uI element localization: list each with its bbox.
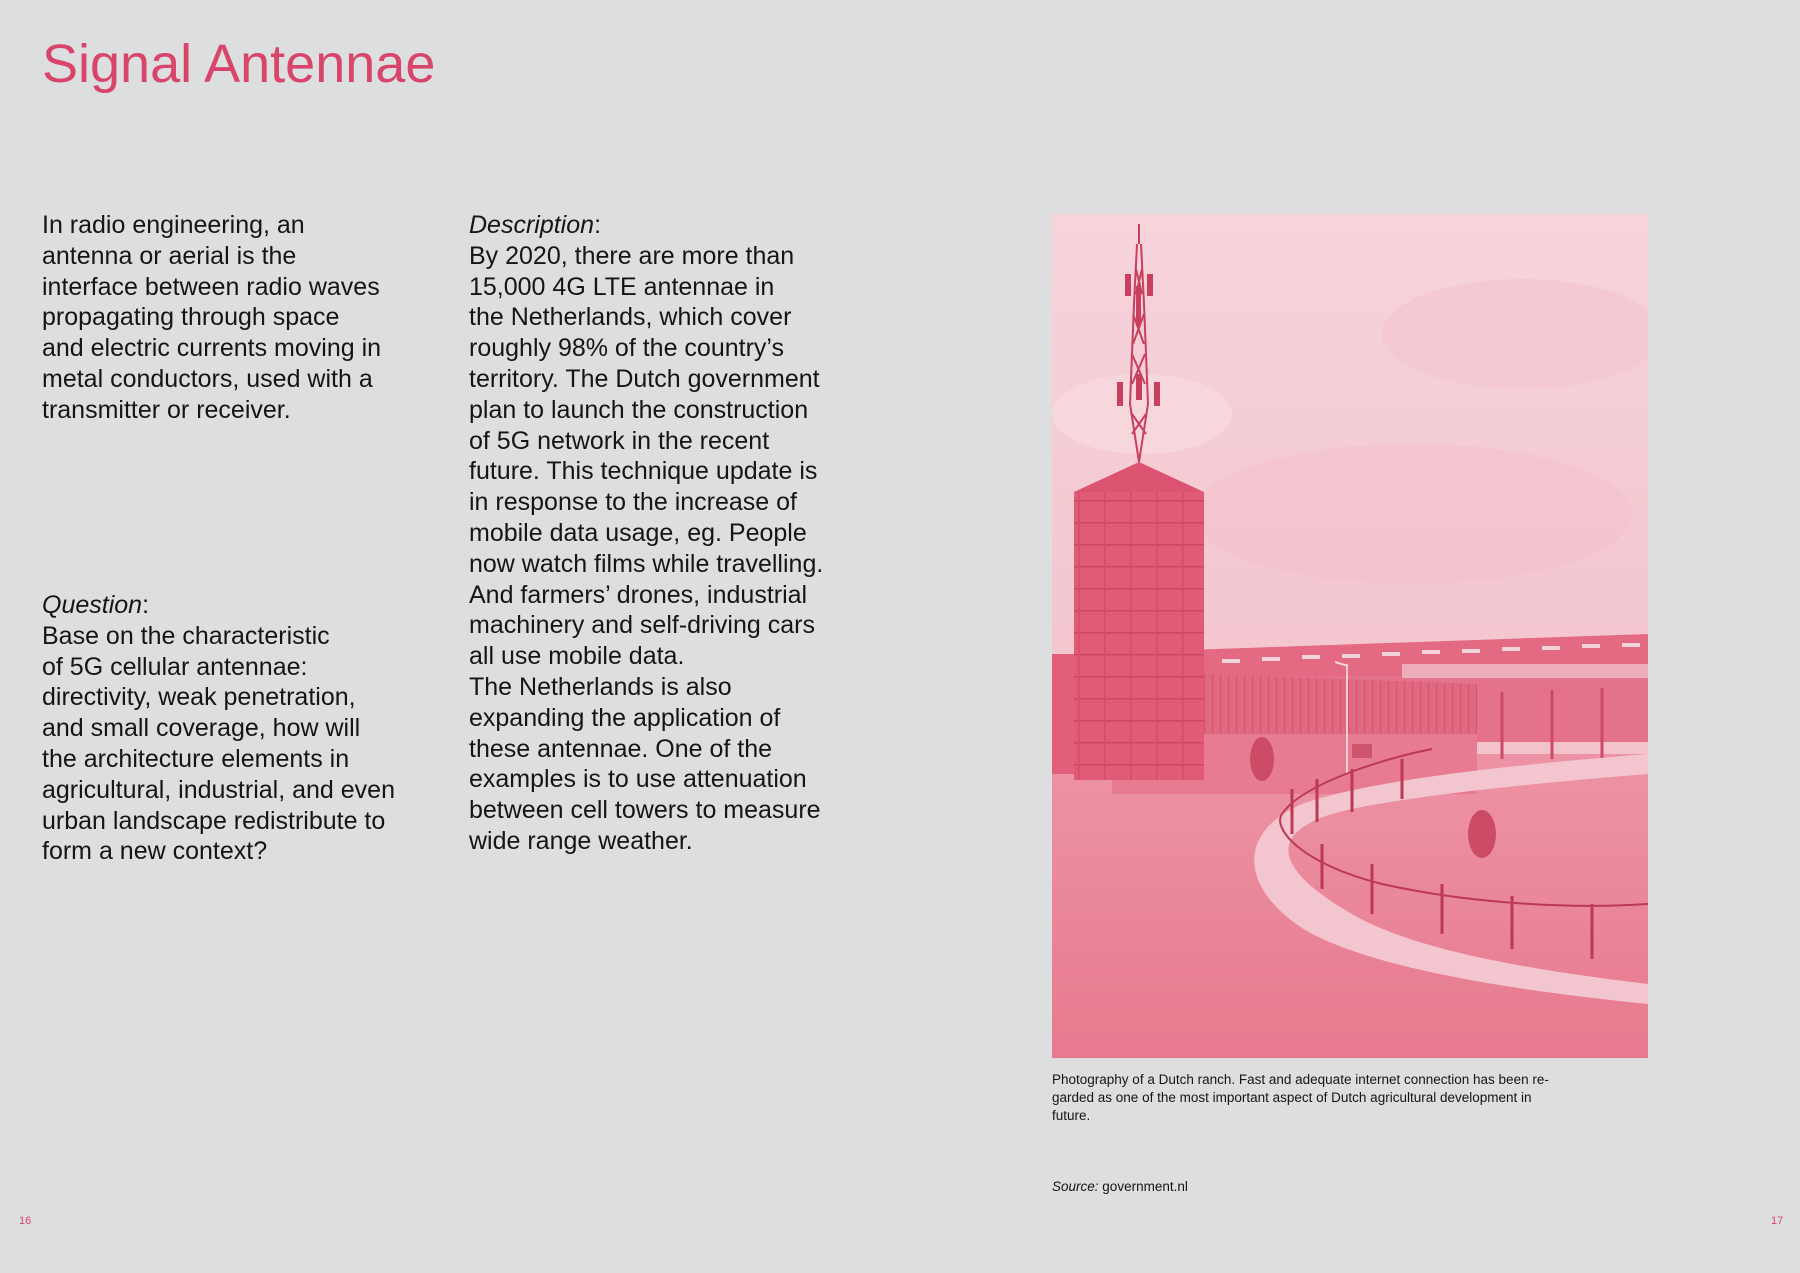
- intro-line: In radio engineering, an: [42, 211, 305, 239]
- description-line: future. This technique update is: [469, 457, 818, 486]
- caption-line: Photography of a Dutch ranch. Fast and adequate internet connection has been re-: [1052, 1072, 1549, 1087]
- question-line: directivity, weak penetration,: [42, 683, 356, 712]
- description-line: in response to the increase of: [469, 488, 797, 517]
- intro-paragraph: [42, 210, 442, 426]
- intro-line: metal conductors, used with a: [42, 364, 373, 393]
- description-line: The Netherlands is also: [469, 672, 732, 701]
- caption-line: future.: [1052, 1108, 1091, 1123]
- question-colon: :: [142, 591, 150, 619]
- description-line: between cell towers to measure: [469, 796, 821, 825]
- description-line: And farmers’ drones, industrial: [469, 580, 808, 609]
- photo-tint: [1052, 214, 1648, 1058]
- ranch-photo: [1052, 214, 1648, 1058]
- intro-line: propagating through space: [42, 303, 340, 332]
- ranch-photo-illustration: [1052, 214, 1648, 1058]
- description-heading: [469, 210, 869, 241]
- description-line: these antennae. One of the: [469, 734, 773, 763]
- intro-line: interface between radio waves: [42, 272, 380, 301]
- page-title: Signal Antennae: [42, 34, 436, 94]
- question-line: form a new context?: [42, 837, 268, 866]
- description-line: all use mobile data.: [469, 642, 685, 671]
- description-line: expanding the application of: [469, 703, 781, 732]
- description-colon: :: [594, 211, 602, 239]
- description-line: mobile data usage, eg. People: [469, 518, 807, 547]
- description-line: plan to launch the construction: [469, 395, 809, 424]
- description-line: wide range weather.: [469, 826, 693, 855]
- question-heading: [42, 590, 442, 621]
- description-line: the Netherlands, which cover: [469, 303, 792, 332]
- question-label: Question: [42, 591, 143, 619]
- source-value: government.nl: [1102, 1179, 1188, 1194]
- description-line: territory. The Dutch government: [469, 364, 820, 393]
- intro-line: and electric currents moving in: [42, 334, 382, 363]
- question-line: urban landscape redistribute to: [42, 806, 386, 835]
- question-line: the architecture elements in: [42, 744, 350, 773]
- description-label: Description: [469, 211, 595, 239]
- question-section: [42, 590, 442, 867]
- question-line: and small coverage, how will: [42, 714, 361, 743]
- description-line: By 2020, there are more than: [469, 241, 795, 270]
- question-line: Base on the characteristic: [42, 621, 330, 650]
- description-line: 15,000 4G LTE antennae in: [469, 272, 775, 301]
- source-label: Source:: [1052, 1179, 1099, 1194]
- description-line: machinery and self-driving cars: [469, 611, 815, 640]
- description-line: of 5G network in the recent: [469, 426, 770, 455]
- page-number-right: 17: [1771, 1215, 1784, 1227]
- intro-line: transmitter or receiver.: [42, 395, 291, 424]
- photo-caption: [1052, 1071, 1627, 1125]
- description-line: examples is to use attenuation: [469, 765, 807, 794]
- description-line: now watch films while travelling.: [469, 549, 824, 578]
- question-line: agricultural, industrial, and even: [42, 775, 395, 804]
- caption-line: garded as one of the most important aspect of Dutch agricultural development in: [1052, 1090, 1532, 1105]
- page-number-left: 16: [19, 1215, 32, 1227]
- description-line: roughly 98% of the country’s: [469, 334, 785, 363]
- intro-line: antenna or aerial is the: [42, 241, 297, 270]
- photo-source: [1052, 1178, 1188, 1196]
- question-line: of 5G cellular antennae:: [42, 652, 308, 681]
- description-section: [469, 210, 869, 857]
